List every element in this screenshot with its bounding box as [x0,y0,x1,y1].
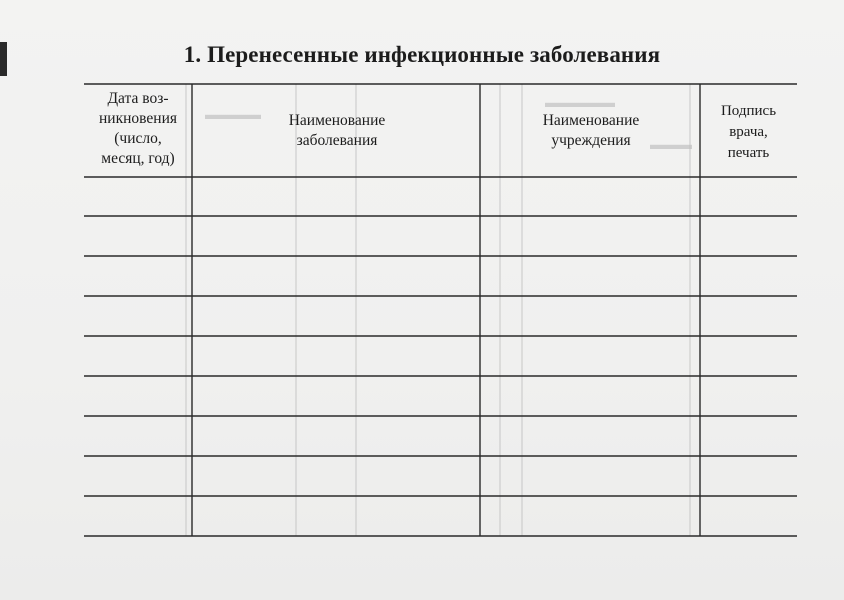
form-page: ▬▬▬▬ ▬▬▬▬▬ ▬▬▬ 1. Перенесенные инфекционные заболевания Дата воз- никновения (число, месяц, год) Наименование заболевания Наименование учреждения Подпись врача, печать [0,0,844,600]
header-text-line: учреждения [551,132,631,149]
faint-grid-lines [186,84,690,536]
header-date-of-onset [84,89,192,169]
header-text-line: врача, [729,124,768,140]
header-text-line: Наименование [288,112,386,129]
header-text-line: заболевания [296,132,378,149]
header-text-line: Дата воз- [107,90,169,107]
header-text-line: никновения [99,110,177,127]
header-doctor-signature [700,101,797,164]
header-text-line: Подпись [720,103,777,119]
header-institution-name [486,111,696,151]
header-text-line: месяц, год) [101,150,175,167]
header-text-line: печать [727,145,770,161]
section-title: 1. Перенесенные инфекционные заболевания [183,42,661,67]
header-disease-name [232,111,442,151]
header-text-line: Наименование [542,112,640,129]
header-text-line: (число, [114,130,162,147]
